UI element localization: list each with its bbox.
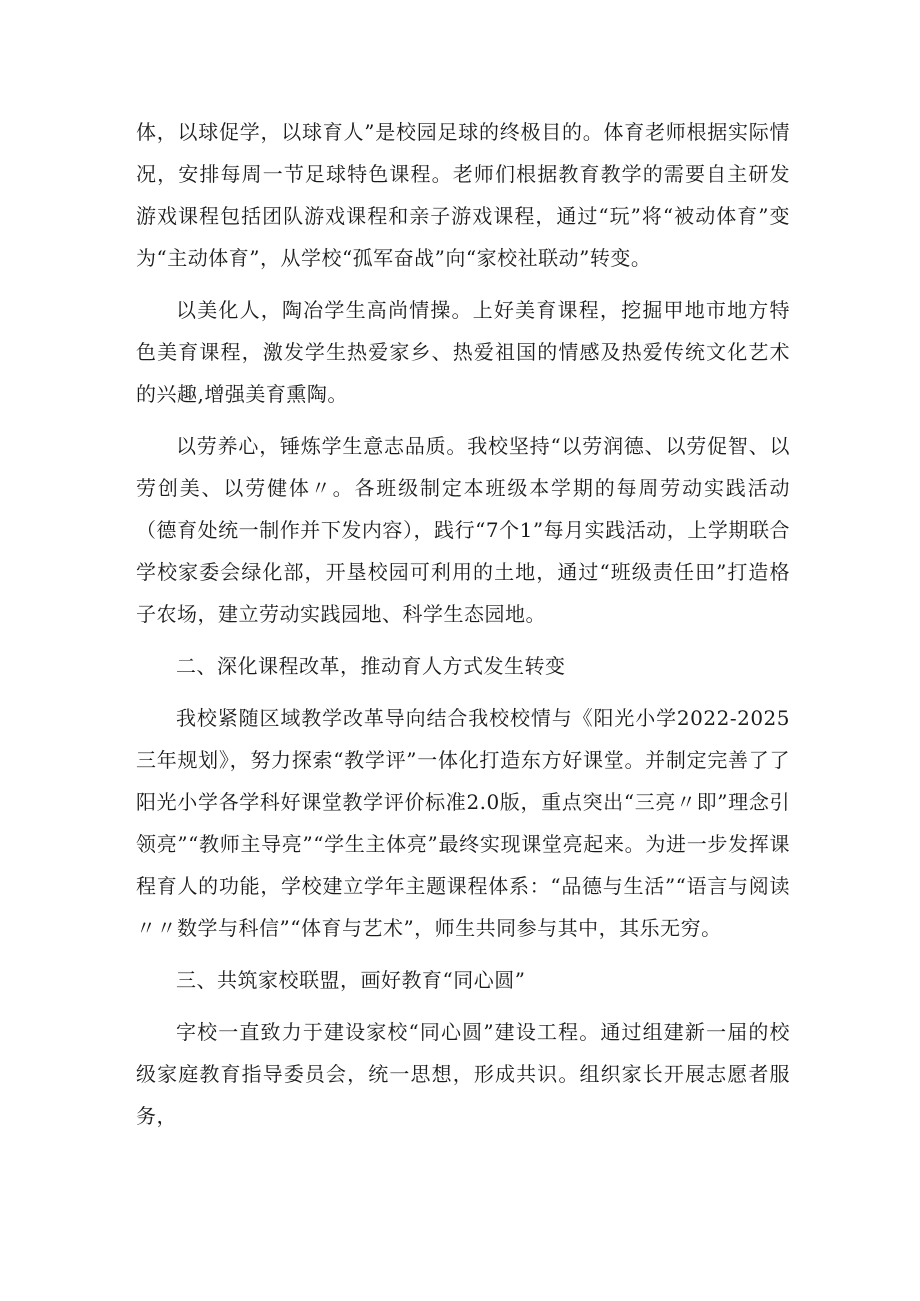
paragraph-football: 体，以球促学，以球育人”是校园足球的终极目的。体育老师根据实际情况，安排每周一节足球特色课程。老师们根据教育教学的需要自主研发游戏课程包括团队游戏课程和亲子游戏课程，通过“玩”将“被动体育”变为“主动体育”，从学校“孤军奋战”向“家校社联动”转变。 [136,120,790,270]
section-heading-home-school: 三、共筑家校联盟，画好教育“同心圆” [176,968,526,992]
paragraph-labor-education: 以劳养心，锤炼学生意志品质。我校坚持“以劳润德、以劳促智、以劳创美、以劳健体〃。各班级制定本班级本学期的每周劳动实践活动（德育处统一制作并下发内容），践行“7个1”每月实践活动，上学期联合学校家委会绿化部，开垦校园可利用的土地，通过“班级责任田”打造格子农场，建立劳动实践园地、科学生态园地。 [136,434,790,626]
paragraph-aesthetic-education: 以美化人，陶冶学生高尚情操。上好美育课程，挖掘甲地市地方特色美育课程，激发学生热爱家乡、热爱祖国的情感及热爱传统文化艺术的兴趣,增强美育熏陶。 [136,298,790,406]
paragraph-curriculum-reform: 我校紧随区域教学改革导向结合我校校情与《阳光小学2022-2025三年规划》，努力探索“教学评”一体化打造东方好课堂。并制定完善了了阳光小学各学科好课堂教学评价标准2.0版，重点突出“三亮〃即”理念引领亮”“教师主导亮”“学生主体亮”最终实现课堂亮起来。为进一步发挥课程育人的功能，学校建立学年主题课程体系：“品德与生活”“语言与阅读〃〃数学与科信”“体育与艺术”，师生共同参与其中，其乐无穷。 [136,706,790,940]
section-heading-curriculum-reform: 二、深化课程改革，推动育人方式发生转变 [176,654,566,678]
paragraph-home-school: 字校一直致力于建设家校“同心圆”建设工程。通过组建新一届的校级家庭教育指导委员会，统一思想，形成共识。组织家长开展志愿者服务， [136,1020,790,1128]
document-body [136,111,790,1147]
